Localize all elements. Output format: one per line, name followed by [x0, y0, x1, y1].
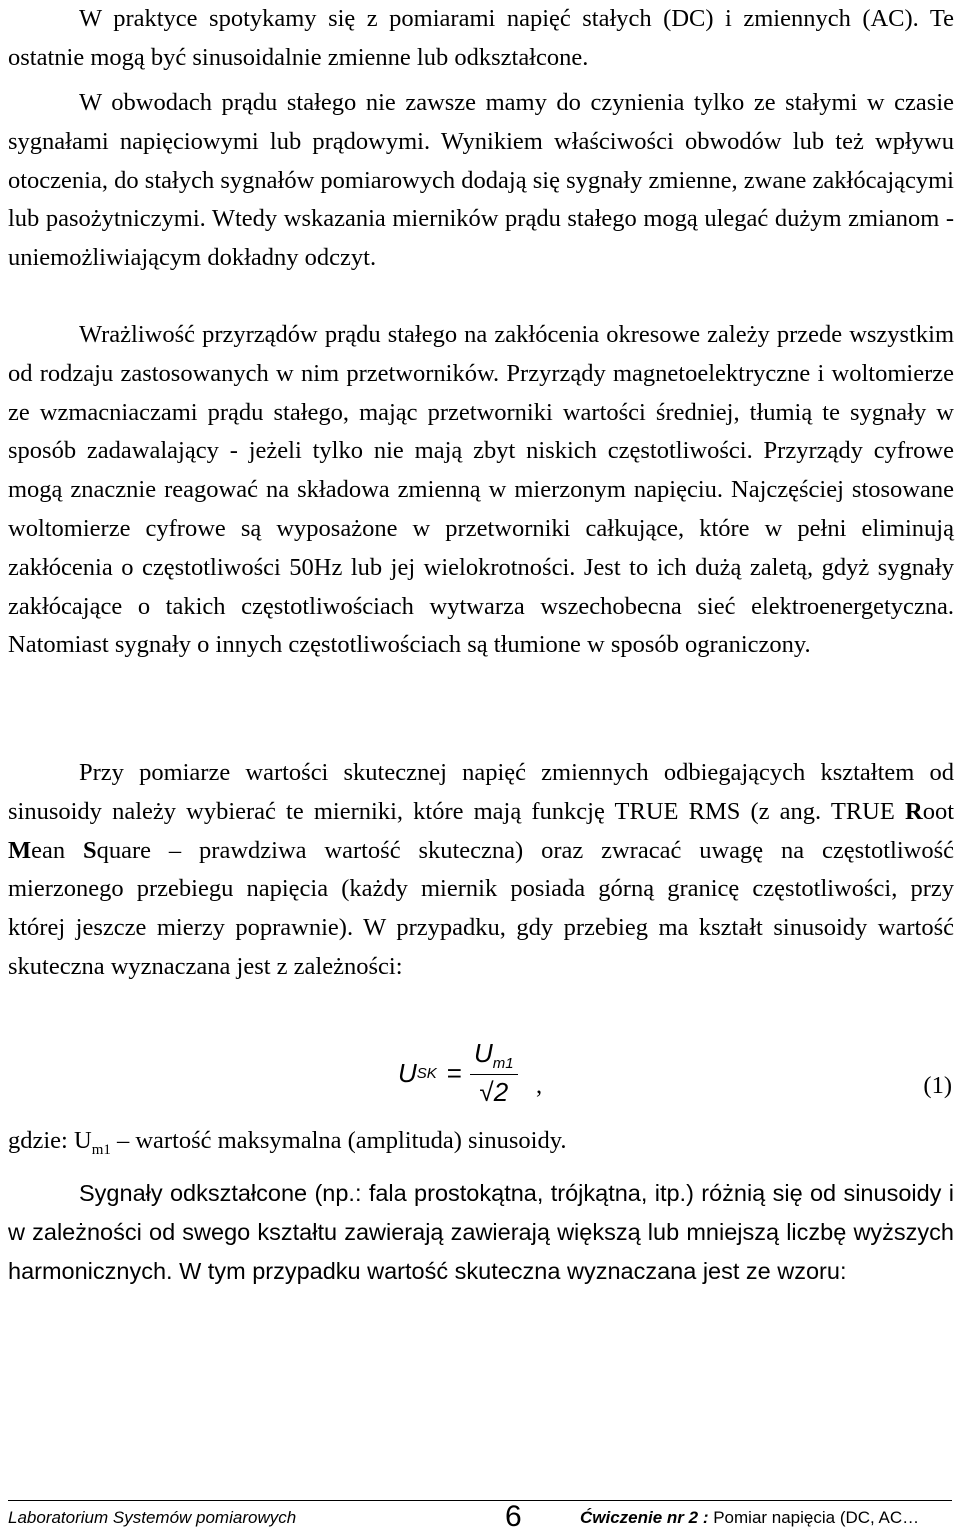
formula-comma: , — [536, 1072, 543, 1099]
page-number: 6 — [505, 1500, 522, 1533]
paragraph-sensitivity — [8, 316, 954, 665]
footer-divider — [8, 1500, 952, 1501]
paragraph-text: Sygnały odkształcone (np.: fala prostokątna, trójkątna, itp.) różnią się od sinusoidy i w zależności od swego kształtu zawierają zawierają większą lub mniejszą liczbę wyższych harmonicznych. W tym przypadku wartość skuteczna wyznaczana jest ze wzoru: — [8, 1180, 954, 1284]
paragraph-text: W obwodach prądu stałego nie zawsze mamy do czynienia tylko ze stałymi w czasie sygnałami napięciowymi lub prądowymi. Wynikiem właściwości obwodów lub też wpływu otoczenia, do stałych sygnałów pomiarowych dodają się sygnały zmienne, zwane zakłócającymi lub pasożytniczymi. Wtedy wskazania mierników prądu stałego mogą ulegać dużym zmianom - uniemożliwiającym dokładny odczyt. — [8, 89, 954, 272]
paragraph-true-rms: Przy pomiarze wartości skutecznej napięć zmiennych odbiegających kształtem od sinusoidy należy wybierać te mierniki, które mają funkcję TRUE RMS (z ang. TRUE Root Mean Square – prawdziwa wartość skuteczna) oraz zwracać uwagę na częstotliwość mierzonego przebiegu napięcia (każdy miernik posiada górną granicę częstotliwości, przy której jeszcze mierzy poprawnie). W przypadku, gdy przebieg ma kształt sinusoidy wartość skuteczna wyznaczana jest z zależności: — [8, 759, 954, 980]
footer-lab-name: Laboratorium Systemów pomiarowych — [8, 1508, 297, 1527]
formula-rms-sinusoid: U SK = $\frac{U_{m1}}{√2}$ — [398, 1038, 518, 1108]
equation-number: (1) — [923, 1072, 952, 1099]
paragraph-dc-ac-intro — [8, 0, 954, 78]
paragraph-distorted-signals — [8, 1174, 954, 1290]
paragraph-text: Wrażliwość przyrządów prądu stałego na zakłócenia okresowe zależy przede wszystkim od rodzaju zastosowanych w nim przetworników. Przyrządy magnetoelektryczne i woltomierze ze wzmacniaczami prądu stałego, mając przetworniki wartości średniej, tłumią te sygnały w sposób zadawalający - jeżeli tylko nie mają zbyt niskich częstotliwości. Przyrządy cyfrowe mogą znacznie reagować na składowa zmienną w mierzonym napięciu. Najczęściej stosowane woltomierze cyfrowe są wyposażone w przetworniki całkujące, które w pełni eliminują zakłócenia o częstotliwości 50Hz lub jej wielokrotności. Jest to ich dużą zaletą, gdyż sygnały zakłócające o takich częstotliwościach wytwarza wszechobecna sieć elektroenergetyczna. Natomiast sygnały o innych częstotliwościach są tłumione w sposób ograniczony. — [8, 321, 954, 659]
paragraph-where: gdzie: $U_{m1}$ – wartość maksymalna (amplituda) sinusoidy. — [8, 1127, 567, 1158]
footer-exercise-title: Ćwiczenie nr 2 : Pomiar napięcia (DC, AC… — [580, 1508, 920, 1527]
paragraph-dc-interference — [8, 84, 954, 278]
paragraph-text: W praktyce spotykamy się z pomiarami napięć stałych (DC) i zmiennych (AC). Te ostatnie mogą być sinusoidalnie zmienne lub odkształcone. — [8, 5, 954, 71]
